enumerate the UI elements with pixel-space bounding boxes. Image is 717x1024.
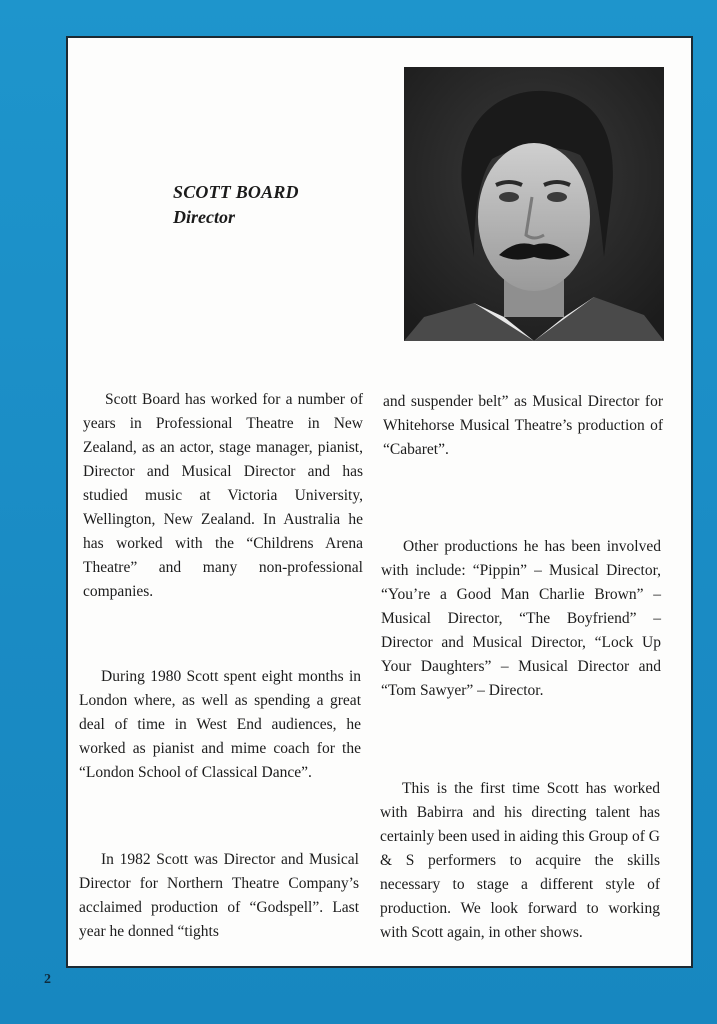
right-column-paragraph-3 [380,777,660,945]
page-number: 2 [44,972,51,987]
right-column-paragraph-1 [383,390,663,462]
paragraph-text: Scott Board has worked for a number of years in Professional Theatre in New Zealand, as an actor, stage manager, pianist, Director and Musical Director and has studied music at Victoria University, Wellington, New Zealand. In Australia he has worked with the “Childrens Arena Theatre” and many non-professional companies. [83,391,363,600]
left-column-paragraph-3 [79,848,359,944]
paragraph-text: During 1980 Scott spent eight months in London where, as well as spending a great deal of time in West End audiences, he worked as pianist and mime coach for the “London School of Classical Dance”. [79,668,361,781]
paragraph-text: This is the first time Scott has worked with Babirra and his directing talent has certainly been used in aiding this Group of G & S performers to acquire the skills necessary to stage a different style of production. We look forward to working with Scott again, in other shows. [380,780,660,941]
left-column-paragraph-2 [79,665,361,785]
right-column-paragraph-2 [381,535,661,703]
left-column-paragraph-1 [83,388,363,604]
paragraph-text: Other productions he has been involved with include: “Pippin” – Musical Director, “You’re a Good Man Charlie Brown” – Musical Director, “The Boyfriend” – Director and Musical Director, “Lock Up Your Daughters” – Musical Director and “Tom Sawyer” – Director. [381,538,661,699]
director-role: Director [173,207,235,227]
portrait-photo [404,67,664,341]
paragraph-text: In 1982 Scott was Director and Musical Director for Northern Theatre Company’s acclaimed production of “Godspell”. Last year he donned “tights [79,851,359,940]
heading [173,180,299,230]
director-name: SCOTT BOARD [173,182,299,202]
paragraph-text: and suspender belt” as Musical Director for Whitehorse Musical Theatre’s production of “Cabaret”. [383,393,663,458]
